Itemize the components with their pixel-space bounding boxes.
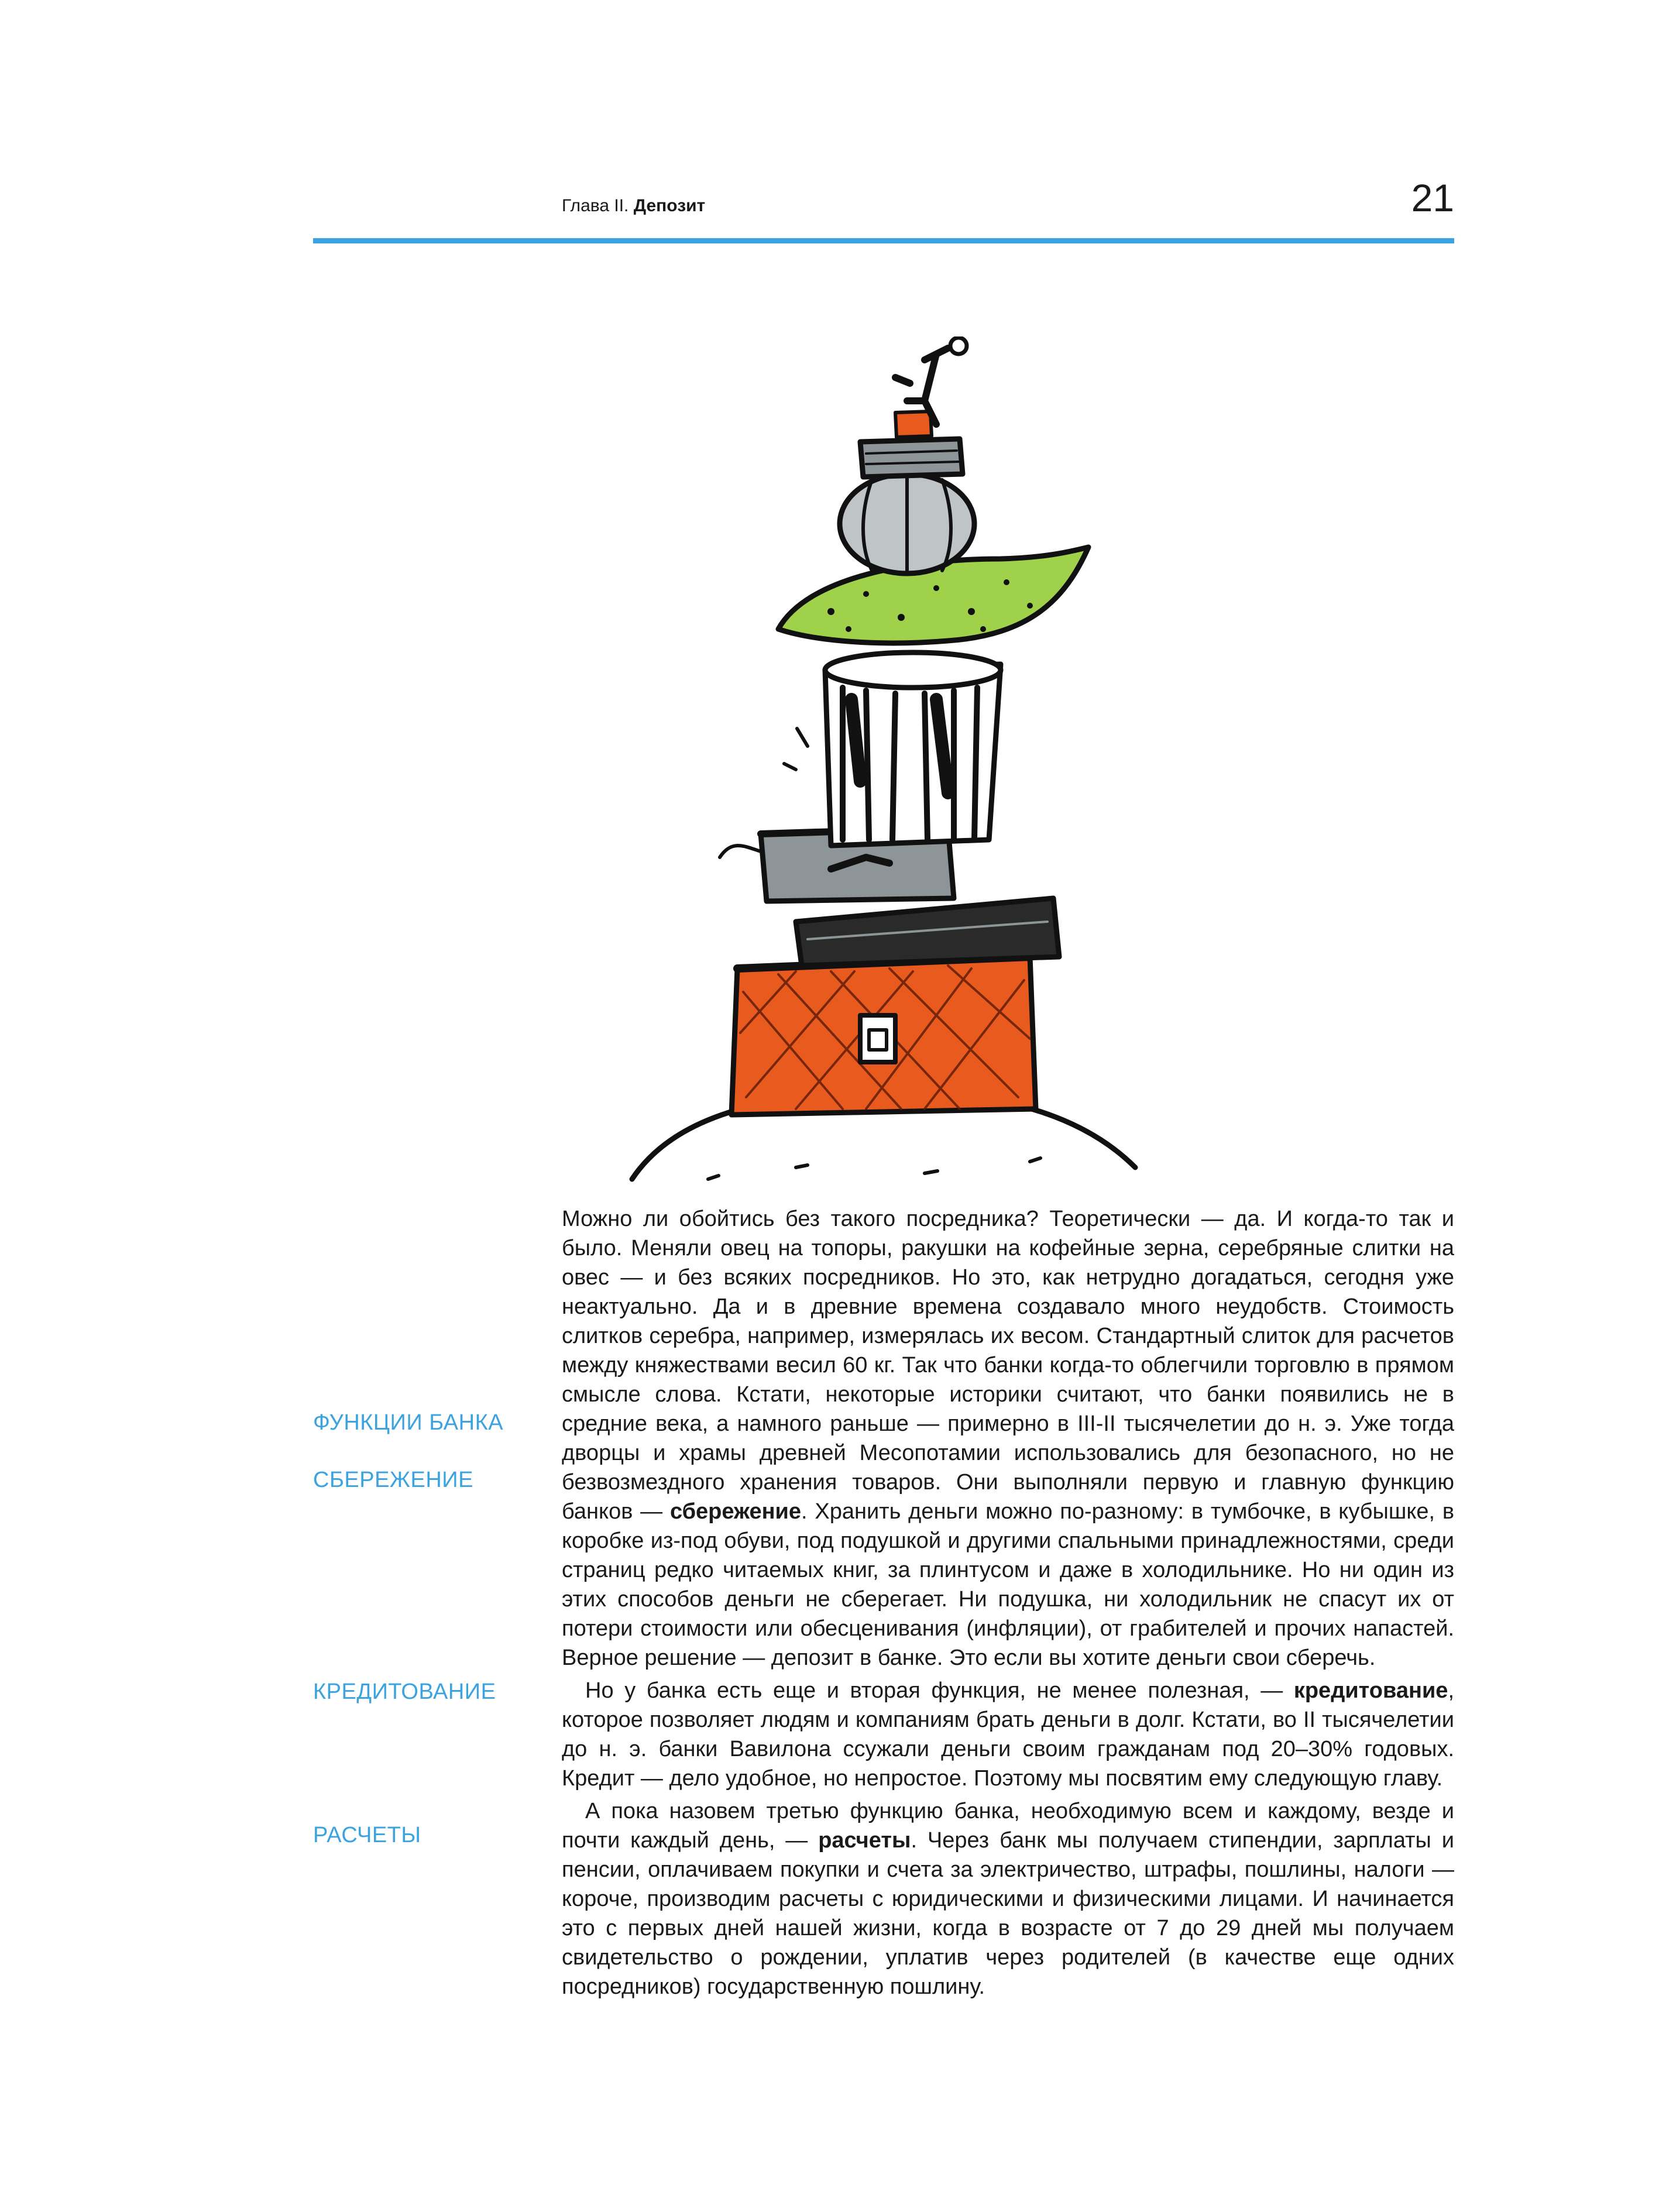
term-savings: сбережение — [669, 1499, 802, 1524]
sidebar-label-payments: РАСЧЕТЫ — [313, 1823, 421, 1847]
paragraph-1: Можно ли обойтись без такого посредника? Теоретически — да. И когда-то так и было. Меняли овец на топоры, ракушки на кофейные зерна, серебряные слитки на овес — и без всяких посредников. Но это, как нетрудно догадаться, сегодня уже неактуально. Да и в древние времена создавало много неудобств. Стоимость слитков серебра, например, измерялась их весом. Стандартный слиток для расчетов между княжествами весил 60 кг. Так что банки когда-то облегчили торговлю в прямом смысле слова. Кстати, некоторые историки считают, что банки появились не в средние века, а намного раньше — примерно в III-II тысячелетии до н. э. Уже тогда дворцы и храмы древней Месопотамии использовались для безопасного, но не безвозмездного хранения товаров. Они выполняли первую и главную функцию банков — сбережение. Хранить деньги можно по-разному: в тумбочке, в кубышке, в коробке из-под обуви, под подушкой и другими спальными принадлежностями, среди страниц редко читаемых книг, за плинтусом и даже в холодильнике. Но ни один из этих способов деньги не сберегает. Ни подушка, ни холодильник не спасут их от потери стоимости или обесценивания (инфляции), от грабителей и прочих напастей. Верное решение — депозит в банке. Это если вы хотите деньги свои сберечь. — [562, 1207, 1455, 1670]
term-lending: кредитование — [1293, 1678, 1448, 1703]
chapter-prefix: Глава II. — [562, 196, 629, 215]
sidebar-label-savings: СБЕРЕЖЕНИЕ — [313, 1468, 473, 1492]
dark-book — [796, 898, 1059, 966]
header-rule — [313, 238, 1454, 243]
chapter-title: Депозит — [633, 196, 706, 215]
stacked-objects-illustration — [620, 336, 1147, 1191]
sidebar-label-lending: КРЕДИТОВАНИЕ — [313, 1679, 496, 1704]
sidebar-label-bank-functions: ФУНКЦИИ БАНКА — [313, 1410, 504, 1435]
body-text — [562, 1204, 1454, 2001]
paragraph-3: А пока назовем третью функцию банка, необходимую всем и каждому, везде и почти каждый день, — расчеты. Через банк мы получаем стипендии, зарплаты и пенсии, оплачиваем покупки и счета за электричество, штрафы, пошлины, налоги — короче, производим расчеты с юридическими и физическими лицами. И начинается это с первых дней нашей жизни, когда в возрасте от 7 до 29 дней мы получаем свидетельство о рождении, уплатив через родителей (в качестве еще одних посредников) государственную пошлину. — [562, 1799, 1454, 1999]
page-number: 21 — [1411, 176, 1454, 219]
term-payments: расчеты — [818, 1828, 911, 1853]
running-header — [562, 196, 705, 216]
small-book — [860, 439, 963, 477]
tiny-chair — [895, 411, 932, 437]
paragraph-2: Но у банка есть еще и вторая функция, не менее полезная, — кредитование, которое позволяет людям и компаниям брать деньги в долг. Кстати, во II тысячелетии до н. э. банки Вавилона ссужали деньги своим гражданам под 20–30% годовых. Кредит — дело удобное, но непростое. Поэтому мы посвятим ему следующую главу. — [562, 1678, 1454, 1791]
